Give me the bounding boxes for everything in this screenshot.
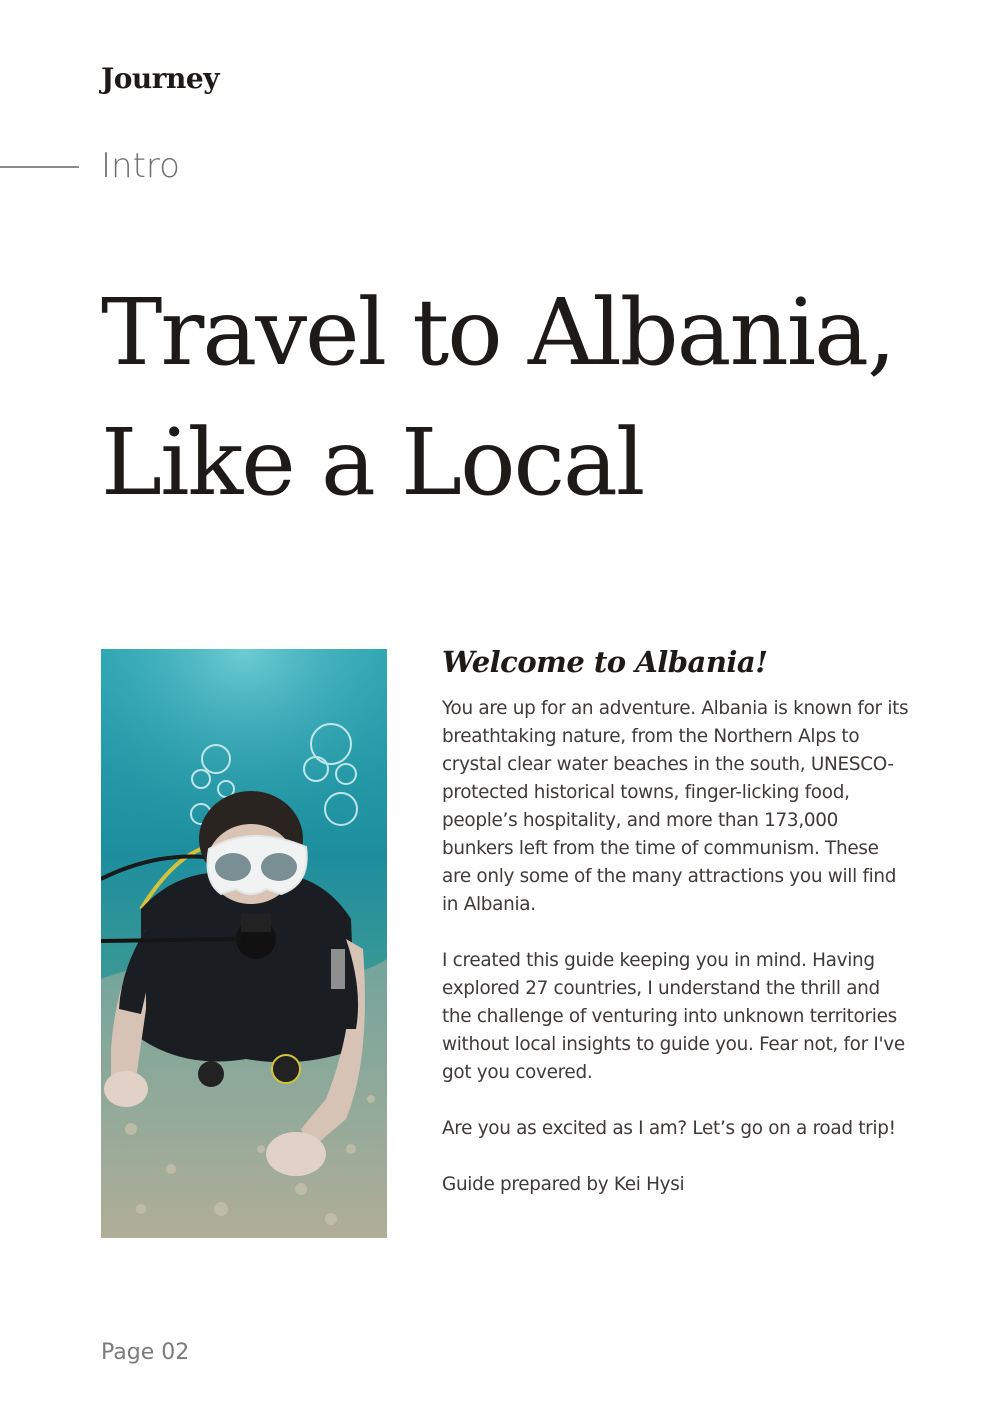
diver-photo [101, 649, 387, 1238]
page-number: Page 02 [101, 1340, 190, 1365]
article-paragraph-3: Are you as excited as I am? Let’s go on a road trip! [442, 1118, 896, 1139]
page-title [101, 268, 961, 528]
title-line-1: Travel to Albania, [101, 279, 895, 386]
diver-photo-illustration [101, 649, 387, 1238]
author-credit: Guide prepared by Kei Hysi [442, 1174, 685, 1195]
brand-title: Journey [101, 62, 219, 95]
title-line-2: Like a Local [101, 409, 644, 516]
article-paragraph-2: I created this guide keeping you in mind. Having explored 27 countries, I understand the thrill and the challenge of venturing into unknown territories without local insights to guide you. Fear not, for I've got you covered. [442, 950, 905, 1083]
section-label: Intro [101, 146, 180, 186]
article-heading: Welcome to Albania! [442, 645, 768, 679]
section-divider [0, 166, 79, 168]
article-paragraph-1: You are up for an adventure. Albania is known for its breathtaking nature, from the Northern Alps to crystal clear water beaches in the south, UNESCO-protected historical towns, finger-licking food, people’s hospitality, and more than 173,000 bunkers left from the time of communism. These are only some of the many attractions you will find in Albania. [442, 698, 909, 915]
article-content [442, 645, 912, 1227]
